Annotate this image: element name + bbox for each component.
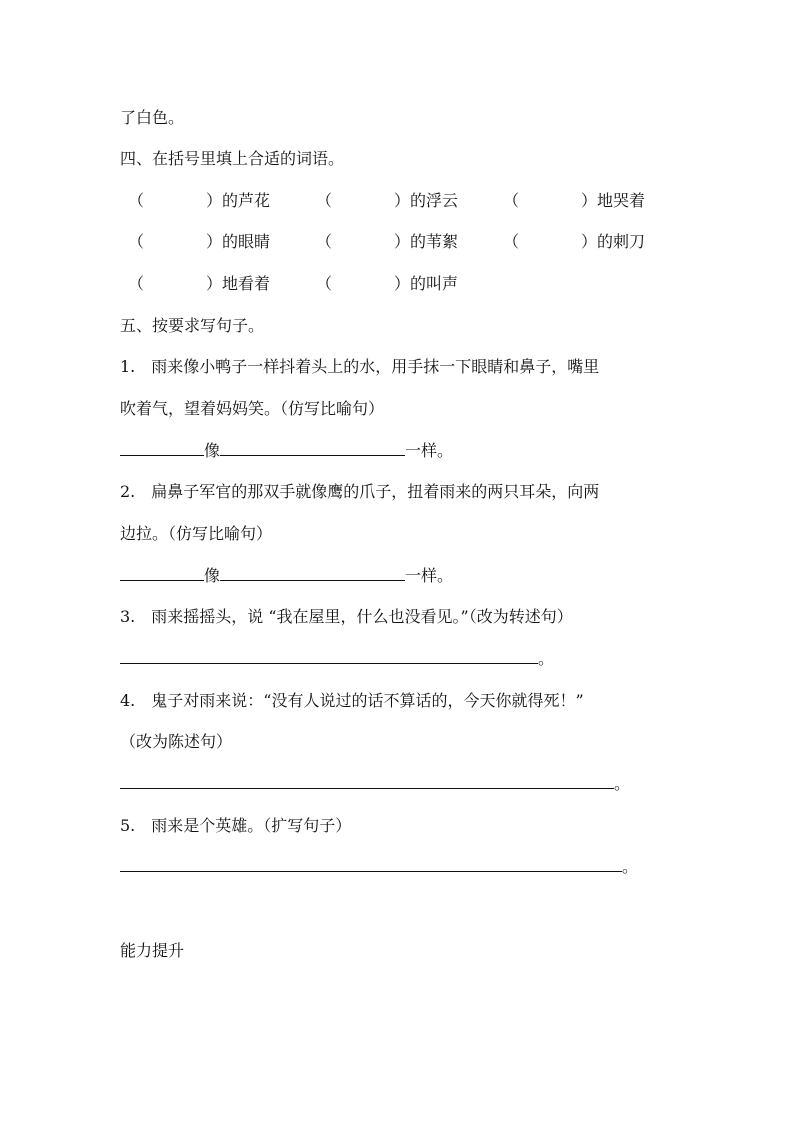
fill-item-text: 的苇絮 [410,232,459,251]
fill-item: （ ）的眼睛 [128,232,271,251]
fill-item-text: 的叫声 [410,274,459,293]
answer-blank[interactable] [120,565,204,581]
q2-line2: 边拉。（仿写比喻句） [120,524,273,543]
ability-heading: 能力提升 [120,941,185,960]
answer-blank[interactable] [220,565,405,581]
section4-title: 四、在括号里填上合适的词语。 [120,149,345,168]
fill-item: （ ）的刺刀 [503,232,646,251]
fill-item-text: 的刺刀 [597,232,646,251]
answer-blank[interactable] [220,440,405,456]
q2-answer-line [120,565,453,587]
q3-answer-line: 。 [120,648,554,670]
fill-item: （ ）的叫声 [316,274,459,293]
fill-item: （ ）的芦花 [128,191,271,210]
q3-text: 3. 雨来摇摇头，说 “我在屋里，什么也没看见。”（改为转述句） [120,607,573,626]
like-word: 像 [204,441,221,460]
fill-item-text: 地哭着 [597,191,646,210]
section5-title: 五、按要求写句子。 [120,316,265,335]
intro-fragment: 了白色。 [120,108,185,127]
q4-answer-line: 。 [120,773,630,795]
same-word: 一样。 [405,441,454,460]
fill-item: （ ）地哭着 [503,191,646,210]
fill-item: （ ）的苇絮 [316,232,459,251]
q4-line1: 4. 鬼子对雨来说：“没有人说过的话不算话的，今天你就得死！” [120,691,584,710]
answer-blank[interactable] [120,648,538,664]
q2-line1: 2. 扁鼻子军官的那双手就像鹰的爪子，扭着雨来的两只耳朵，向两 [120,482,600,501]
fill-item: （ ）地看着 [128,274,271,293]
q1-line1: 1. 雨来像小鸭子一样抖着头上的水，用手抹一下眼睛和鼻子，嘴里 [120,357,600,376]
fill-item: （ ）的浮云 [316,191,459,210]
answer-blank[interactable] [120,856,622,872]
q5-text: 5. 雨来是个英雄。（扩写句子） [120,816,352,835]
answer-blank[interactable] [120,773,614,789]
fill-item-text: 的芦花 [222,191,271,210]
fill-item-text: 地看着 [222,274,271,293]
like-word: 像 [204,566,221,585]
same-word: 一样。 [405,566,454,585]
fill-item-text: 的眼睛 [222,232,271,251]
q4-line2: （改为陈述句） [120,732,233,751]
answer-blank[interactable] [120,440,204,456]
q1-line2: 吹着气，望着妈妈笑。（仿写比喻句） [120,399,385,418]
q1-answer-line [120,440,453,462]
fill-item-text: 的浮云 [410,191,459,210]
q5-answer-line: 。 [120,856,638,878]
